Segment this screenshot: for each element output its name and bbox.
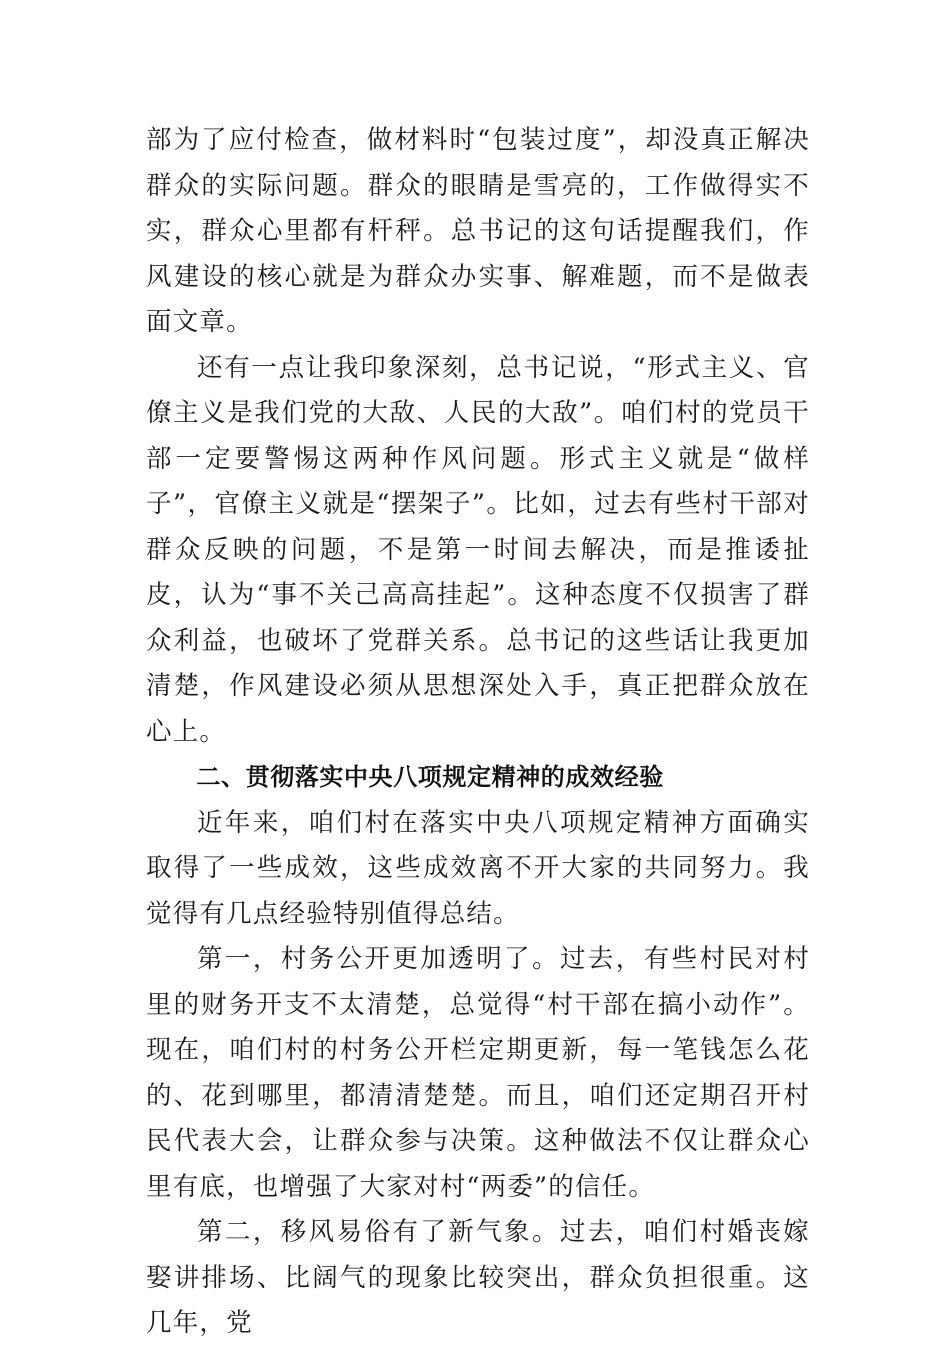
paragraph-second-point: 第二，移风易俗有了新气象。过去，咱们村婚丧嫁娶讲排场、比阔气的现象比较突出，群众负担很重。这几年，党 — [146, 1217, 810, 1338]
paragraph-first-point: 第一，村务公开更加透明了。过去，有些村民对村里的财务开支不太清楚，总觉得“村干部在搞小动作”。现在，咱们村的村务公开栏定期更新，每一笔钱怎么花的、花到哪里，都清清楚楚。而且，咱们还定期召开村民代表大会，让群众参与决策。这种做法不仅让群众心里有底，也增强了大家对村“两委”的信任。 — [146, 944, 810, 1202]
document-body — [146, 118, 810, 1347]
paragraph-continuation: 部为了应付检查，做材料时“包装过度”，却没真正解决群众的实际问题。群众的眼睛是雪亮的，工作做得实不实，群众心里都有杆秤。总书记的这句话提醒我们，作风建设的核心就是为群众办实事、解难题，而不是做表面文章。 — [146, 125, 810, 337]
paragraph-intro: 近年来，咱们村在落实中央八项规定精神方面确实取得了一些成效，这些成效离不开大家的共同努力。我觉得有几点经验特别值得总结。 — [146, 807, 810, 929]
paragraph-formalism: 还有一点让我印象深刻，总书记说，“形式主义、官僚主义是我们党的大敌、人民的大敌”。咱们村的党员干部一定要警惕这两种作风问题。形式主义就是“做样子”，官僚主义就是“摆架子”。比如，过去有些村干部对群众反映的问题，不是第一时间去解决，而是推诿扯皮，认为“事不关己高高挂起”。这种态度不仅损害了群众利益，也破坏了党群关系。总书记的这些话让我更加清楚，作风建设必须从思想深处入手，真正把群众放在心上。 — [146, 352, 810, 747]
section-heading: 二、贯彻落实中央八项规定精神的成效经验 — [196, 763, 664, 791]
